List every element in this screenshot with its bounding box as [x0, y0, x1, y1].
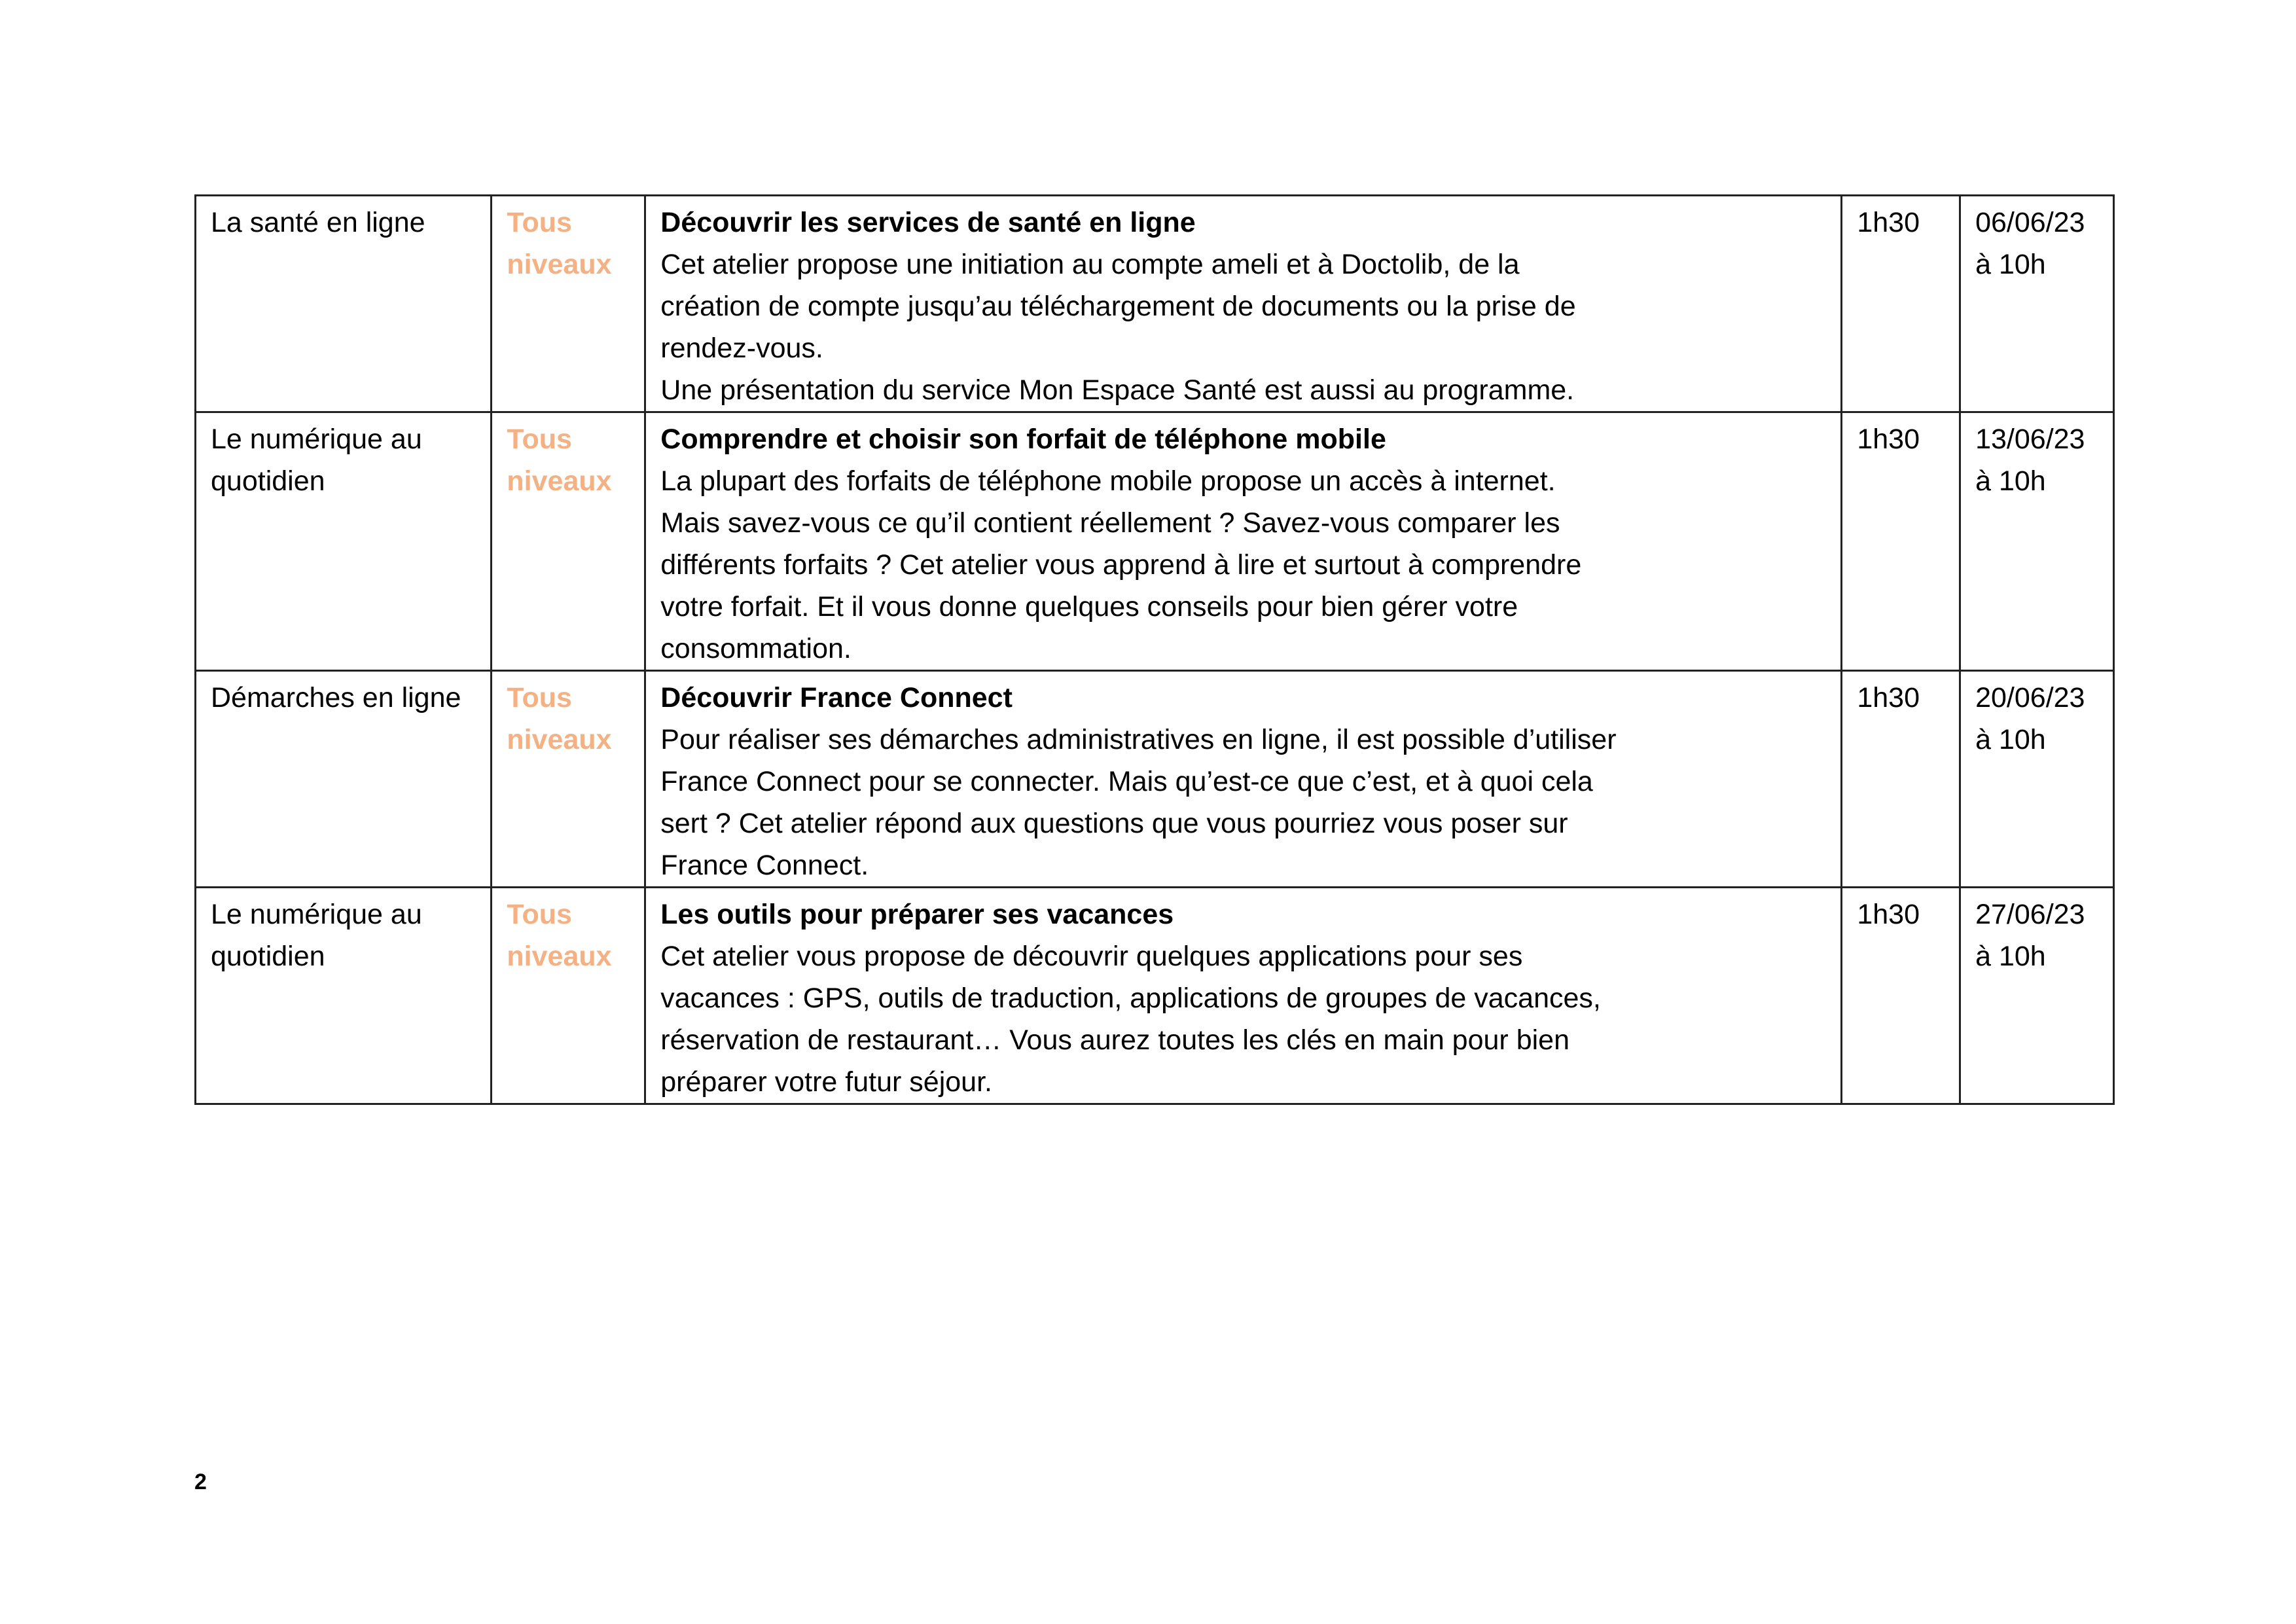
table-row — [196, 888, 2114, 1104]
level-label: Tous niveaux — [507, 899, 612, 972]
theme: Le numérique au quotidien — [211, 424, 422, 497]
time: à 10h — [1975, 941, 2046, 972]
description-cell — [645, 888, 1842, 1104]
description-line: Cet atelier vous propose de découvrir quelques applications pour ses — [660, 941, 1523, 972]
time: à 10h — [1975, 465, 2046, 497]
theme: Démarches en ligne — [211, 682, 461, 713]
description-line: rendez-vous. — [660, 333, 823, 364]
date-cell — [1960, 888, 2114, 1104]
date-cell — [1960, 671, 2114, 888]
level-label: Tous niveaux — [507, 207, 612, 280]
workshop-title: Comprendre et choisir son forfait de téléphone mobile — [660, 424, 1386, 455]
duration-cell — [1842, 196, 1960, 412]
level-label: Tous niveaux — [507, 682, 612, 755]
level-cell — [492, 888, 645, 1104]
theme-cell — [196, 196, 492, 412]
description-cell — [645, 671, 1842, 888]
level-cell — [492, 196, 645, 412]
date-cell — [1960, 196, 2114, 412]
date-cell — [1960, 412, 2114, 671]
description-line: préparer votre futur séjour. — [660, 1066, 992, 1098]
description-line: différents forfaits ? Cet atelier vous apprend à lire et surtout à comprendre — [660, 549, 1582, 581]
duration-cell — [1842, 671, 1960, 888]
page-number: 2 — [194, 1470, 207, 1494]
description-line: création de compte jusqu’au téléchargement de documents ou la prise de — [660, 291, 1576, 322]
workshop-title: Découvrir France Connect — [660, 682, 1013, 713]
duration: 1h30 — [1857, 424, 1920, 455]
description-line: Une présentation du service Mon Espace Santé est aussi au programme. — [660, 374, 1575, 406]
table-row — [196, 671, 2114, 888]
duration: 1h30 — [1857, 207, 1920, 238]
description-line: Mais savez-vous ce qu’il contient réellement ? Savez-vous comparer les — [660, 507, 1560, 539]
duration-cell — [1842, 888, 1960, 1104]
time: à 10h — [1975, 249, 2046, 280]
description-line: sert ? Cet atelier répond aux questions que vous pourriez vous poser sur — [660, 808, 1568, 839]
workshop-schedule-table — [194, 194, 2115, 1105]
table-row — [196, 412, 2114, 671]
theme: La santé en ligne — [211, 207, 425, 238]
level-cell — [492, 412, 645, 671]
description-line: Cet atelier propose une initiation au compte ameli et à Doctolib, de la — [660, 249, 1520, 280]
theme-cell — [196, 671, 492, 888]
description-line: votre forfait. Et il vous donne quelques conseils pour bien gérer votre — [660, 591, 1518, 623]
description-line: La plupart des forfaits de téléphone mobile propose un accès à internet. — [660, 465, 1556, 497]
level-label: Tous niveaux — [507, 424, 612, 497]
date: 06/06/23 — [1975, 207, 2085, 238]
description-cell — [645, 412, 1842, 671]
duration: 1h30 — [1857, 899, 1920, 930]
theme-cell — [196, 888, 492, 1104]
description-line: France Connect pour se connecter. Mais qu’est-ce que c’est, et à quoi cela — [660, 766, 1593, 797]
level-cell — [492, 671, 645, 888]
description-line: Pour réaliser ses démarches administratives en ligne, il est possible d’utiliser — [660, 724, 1617, 755]
date: 20/06/23 — [1975, 682, 2085, 713]
theme-cell — [196, 412, 492, 671]
description-line: vacances : GPS, outils de traduction, applications de groupes de vacances, — [660, 983, 1601, 1014]
description-cell — [645, 196, 1842, 412]
description-line: consommation. — [660, 633, 852, 664]
table-row — [196, 196, 2114, 412]
date: 27/06/23 — [1975, 899, 2085, 930]
time: à 10h — [1975, 724, 2046, 755]
workshop-title: Découvrir les services de santé en ligne — [660, 207, 1196, 238]
duration-cell — [1842, 412, 1960, 671]
description-line: réservation de restaurant… Vous aurez toutes les clés en main pour bien — [660, 1024, 1570, 1056]
workshop-title: Les outils pour préparer ses vacances — [660, 899, 1174, 930]
description-line: France Connect. — [660, 850, 869, 881]
date: 13/06/23 — [1975, 424, 2085, 455]
duration: 1h30 — [1857, 682, 1920, 713]
theme: Le numérique au quotidien — [211, 899, 422, 972]
